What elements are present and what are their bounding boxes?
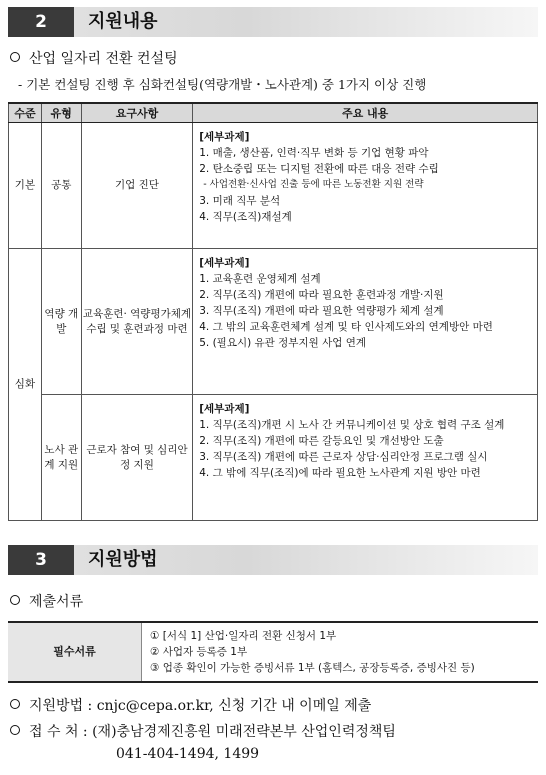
section-title: 지원방법 — [88, 549, 158, 570]
row-content: [세부과제] 1. 매출, 생산품, 인력·직무 변화 등 기업 현황 파악 2. 탄소중립 또는 디지털 전환에 따른 대응 전략 수립 - 사업전환·신사업 진출 등에 따른 노동전환 지원 전략 3. 미래 직무 분석 4. 직무(조직)재설계 — [193, 123, 538, 249]
section-title: 지원내용 — [88, 11, 158, 32]
table-header-row — [9, 103, 538, 123]
list-item: ③ 업종 확인이 가능한 증빙서류 1부 (홈텍스, 공장등록증, 증빙사진 등) — [150, 662, 475, 674]
section-3-header — [8, 545, 538, 575]
support-content-table — [8, 102, 538, 521]
level-advanced: 심화 — [9, 249, 42, 521]
circle-bullet-icon — [10, 52, 20, 62]
list-item: ② 사업자 등록증 1부 — [150, 646, 248, 658]
header-type: 유형 — [41, 103, 81, 123]
row-content: [세부과제] 1. 직무(조직)개편 시 노사 간 커뮤니케이션 및 상호 협력 구조 설계 2. 직무(조직) 개편에 따른 갈등요인 및 개선방안 도출 3. 직무(조직) 개편에 따른 근로자 상담·심리안정 프로그램 실시 4. 그 밖에 직무(조직)에 따라 필요한 노사관계 지원 방안 마련 — [193, 395, 538, 521]
consulting-note: - 기본 컨설팅 진행 후 심화컨설팅(역량개발・노사관계) 중 1가지 이상 진행 — [18, 77, 427, 92]
row-type: 노사 관계 지원 — [41, 395, 81, 521]
bullet-method: 지원방법 : cnjc@cepa.or.kr, 신청 기간 내 이메일 제출 — [10, 695, 371, 715]
header-level: 수준 — [9, 103, 42, 123]
row-requirement: 기업 진단 — [81, 123, 192, 249]
list-item: ① [서식 1] 산업·일자리 전환 신청서 1부 — [150, 630, 337, 642]
bullet-documents: 제출서류 — [10, 591, 83, 611]
bullet-consulting: 산업 일자리 전환 컨설팅 — [10, 48, 178, 68]
required-documents-label: 필수서류 — [8, 623, 142, 681]
section-number: 2 — [8, 7, 74, 37]
row-type: 역량 개발 — [41, 249, 81, 395]
row-requirement: 근로자 참여 및 심리안정 지원 — [81, 395, 192, 521]
circle-bullet-icon — [10, 699, 20, 709]
header-main-content: 주요 내용 — [193, 103, 538, 123]
required-documents-box — [8, 621, 538, 683]
section-number: 3 — [8, 545, 74, 575]
section-2-header — [8, 7, 538, 37]
circle-bullet-icon — [10, 595, 20, 605]
contact-phone: 041-404-1494, 1499 — [116, 746, 260, 762]
row-requirement: 교육훈련· 역량평가체계 수립 및 훈련과정 마련 — [81, 249, 192, 395]
table-row — [9, 395, 538, 521]
circle-bullet-icon — [10, 725, 20, 735]
header-requirement: 요구사항 — [81, 103, 192, 123]
required-documents-list — [150, 628, 475, 676]
row-content: [세부과제] 1. 교육훈련 운영체계 설계 2. 직무(조직) 개편에 따라 필요한 훈련과정 개발·지원 3. 직무(조직) 개편에 따라 필요한 역량평가 체계 설계 4. 그 밖의 교육훈련체계 설계 및 타 인사제도와의 연계방안 마련 5. (필요시) 유관 정부지원 사업 연계 — [193, 249, 538, 395]
row-type: 공통 — [41, 123, 81, 249]
table-row — [9, 123, 538, 249]
bullet-receiver: 접 수 처 : (재)충남경제진흥원 미래전략본부 산업인력정책팀 — [10, 721, 396, 741]
table-row — [9, 249, 538, 395]
level-basic: 기본 — [9, 123, 42, 249]
